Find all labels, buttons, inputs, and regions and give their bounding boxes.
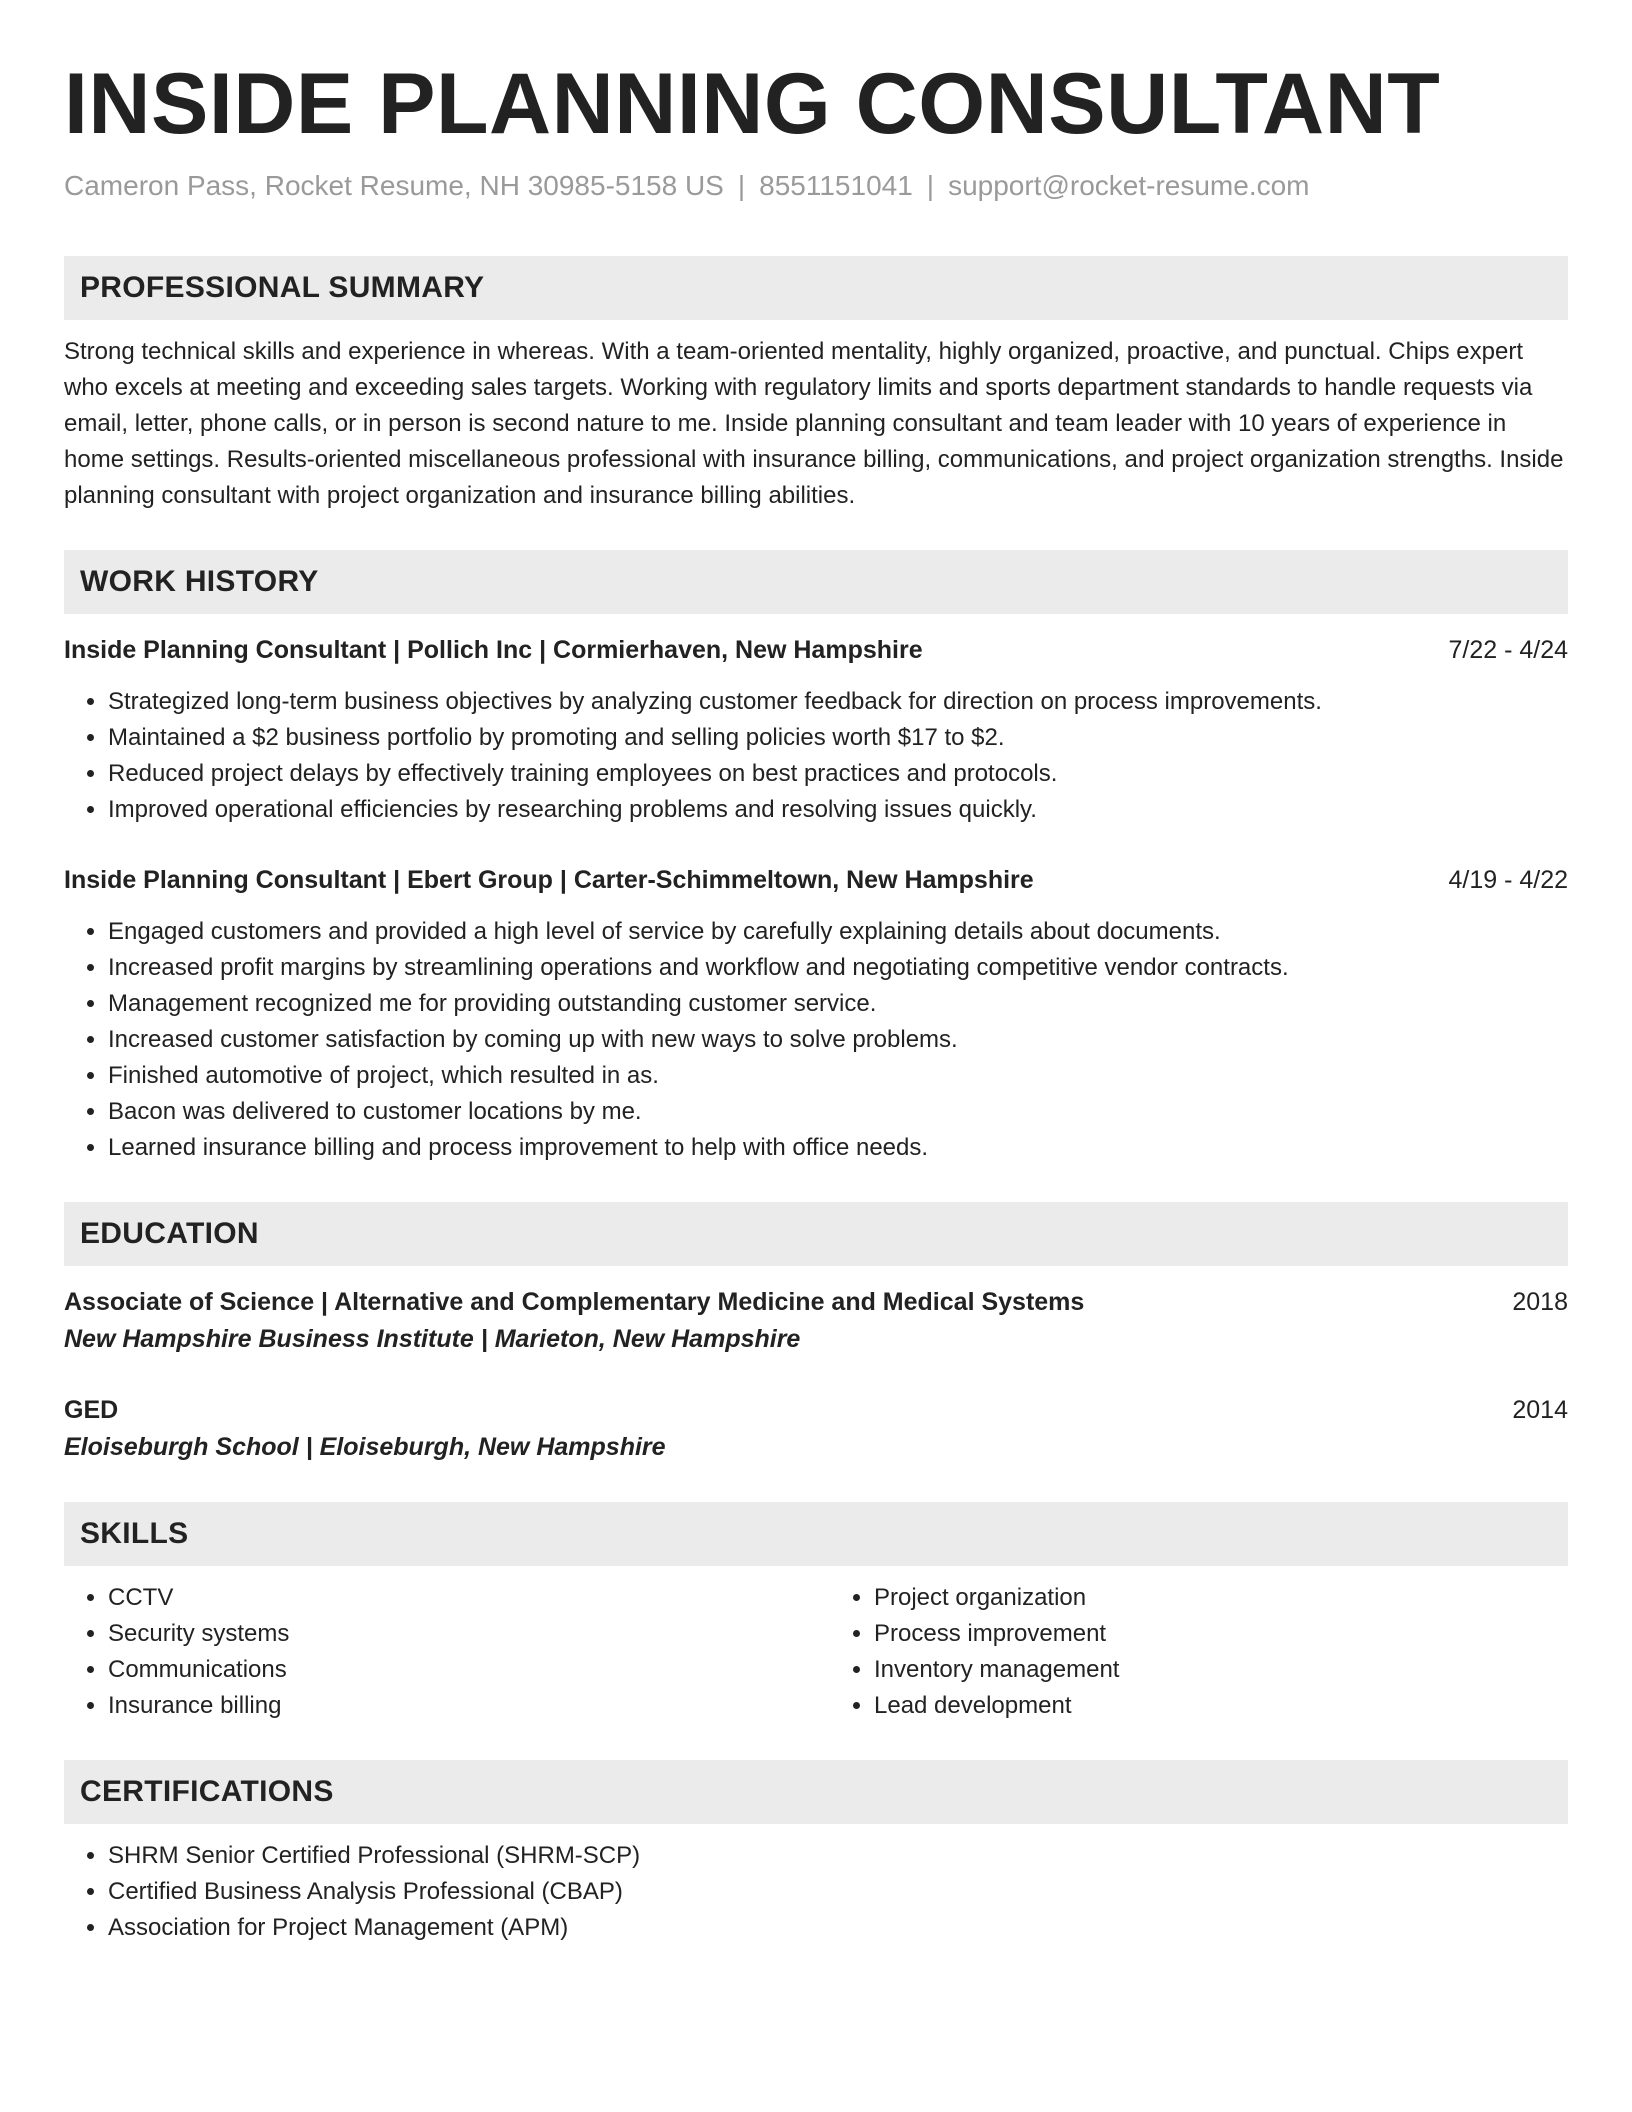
- skill-item: • Security systems: [108, 1616, 816, 1652]
- job-bullet: • Improved operational efficiencies by researching problems and resolving issues quickly.: [108, 792, 1568, 828]
- education-school: New Hampshire Business Institute | Marieton, New Hampshire: [64, 1325, 801, 1353]
- skill-item: • Lead development: [874, 1688, 1568, 1724]
- job-bullet: • Engaged customers and provided a high level of service by carefully explaining details about documents.: [108, 914, 1568, 950]
- skill-item: • Inventory management: [874, 1652, 1568, 1688]
- contact-separator: |: [737, 170, 746, 201]
- education-header: [64, 1284, 1568, 1320]
- section-header-certifications: CERTIFICATIONS: [64, 1760, 1568, 1824]
- certifications-list: [64, 1838, 1568, 1946]
- job-header: [64, 632, 1568, 668]
- contact-email: support@rocket-resume.com: [948, 170, 1310, 201]
- job-bullet: • Strategized long-term business objectives by analyzing customer feedback for direction on process improvements.: [108, 684, 1568, 720]
- education-degree: GED: [64, 1396, 119, 1424]
- section-header-education: EDUCATION: [64, 1202, 1568, 1266]
- certification-item: • SHRM Senior Certified Professional (SHRM-SCP): [108, 1838, 1568, 1874]
- skills-grid: [64, 1580, 1568, 1724]
- education-year: 2018: [1512, 1288, 1568, 1316]
- job-bullet: • Finished automotive of project, which resulted in as.: [108, 1058, 1568, 1094]
- skills-column-left: [64, 1580, 816, 1724]
- contact-phone: 8551151041: [759, 170, 913, 201]
- skill-item: • Process improvement: [874, 1616, 1568, 1652]
- certification-item: • Certified Business Analysis Professional (CBAP): [108, 1874, 1568, 1910]
- education-year: 2014: [1512, 1396, 1568, 1424]
- job-entry: [64, 632, 1568, 828]
- resume-title: INSIDE PLANNING CONSULTANT: [64, 56, 1441, 152]
- job-bullet: • Management recognized me for providing outstanding customer service.: [108, 986, 1568, 1022]
- summary-text: Strong technical skills and experience in whereas. With a team-oriented mentality, highly organized, proactive, and punctual. Chips expert who excels at meeting and exceeding sales targets. Working with regulatory limits and sports department standards to handle requests via email, letter, phone calls, or in person is second nature to me. Inside planning consultant and team leader with 10 years of experience in home settings. Results-oriented miscellaneous professional with insurance billing, communications, and project organization strengths. Inside planning consultant with project organization and insurance billing abilities.: [64, 338, 1564, 509]
- skill-item: • Insurance billing: [108, 1688, 816, 1724]
- job-bullet: • Increased customer satisfaction by coming up with new ways to solve problems.: [108, 1022, 1568, 1058]
- contact-line: [64, 166, 1568, 206]
- skill-item: • Project organization: [874, 1580, 1568, 1616]
- job-header: [64, 862, 1568, 898]
- education-entry: [64, 1392, 1568, 1466]
- skills-column-right: [816, 1580, 1568, 1724]
- education-degree: Associate of Science | Alternative and Complementary Medicine and Medical Systems: [64, 1288, 1085, 1316]
- job-title-line: Inside Planning Consultant | Pollich Inc | Cormierhaven, New Hampshire: [64, 636, 923, 664]
- contact-separator: |: [926, 170, 935, 201]
- skill-item: • Communications: [108, 1652, 816, 1688]
- job-dates: 4/19 - 4/22: [1448, 866, 1568, 894]
- education-entry: [64, 1284, 1568, 1358]
- job-title-line: Inside Planning Consultant | Ebert Group | Carter-Schimmeltown, New Hampshire: [64, 866, 1034, 894]
- job-bullet: • Learned insurance billing and process improvement to help with office needs.: [108, 1130, 1568, 1166]
- job-bullet: • Reduced project delays by effectively training employees on best practices and protocols.: [108, 756, 1568, 792]
- contact-address: Cameron Pass, Rocket Resume, NH 30985-5158 US: [64, 170, 724, 201]
- job-bullet: • Increased profit margins by streamlining operations and workflow and negotiating competitive vendor contracts.: [108, 950, 1568, 986]
- job-bullets: [64, 684, 1568, 828]
- job-dates: 7/22 - 4/24: [1448, 636, 1568, 664]
- section-header-summary: PROFESSIONAL SUMMARY: [64, 256, 1568, 320]
- job-bullets: [64, 914, 1568, 1166]
- education-school: Eloiseburgh School | Eloiseburgh, New Hampshire: [64, 1433, 666, 1461]
- education-header: [64, 1392, 1568, 1428]
- section-header-skills: SKILLS: [64, 1502, 1568, 1566]
- skill-item: • CCTV: [108, 1580, 816, 1616]
- section-header-work-history: WORK HISTORY: [64, 550, 1568, 614]
- certification-item: • Association for Project Management (APM): [108, 1910, 1568, 1946]
- job-bullet: • Bacon was delivered to customer locations by me.: [108, 1094, 1568, 1130]
- job-entry: [64, 862, 1568, 1166]
- job-bullet: • Maintained a $2 business portfolio by promoting and selling policies worth $17 to $2.: [108, 720, 1568, 756]
